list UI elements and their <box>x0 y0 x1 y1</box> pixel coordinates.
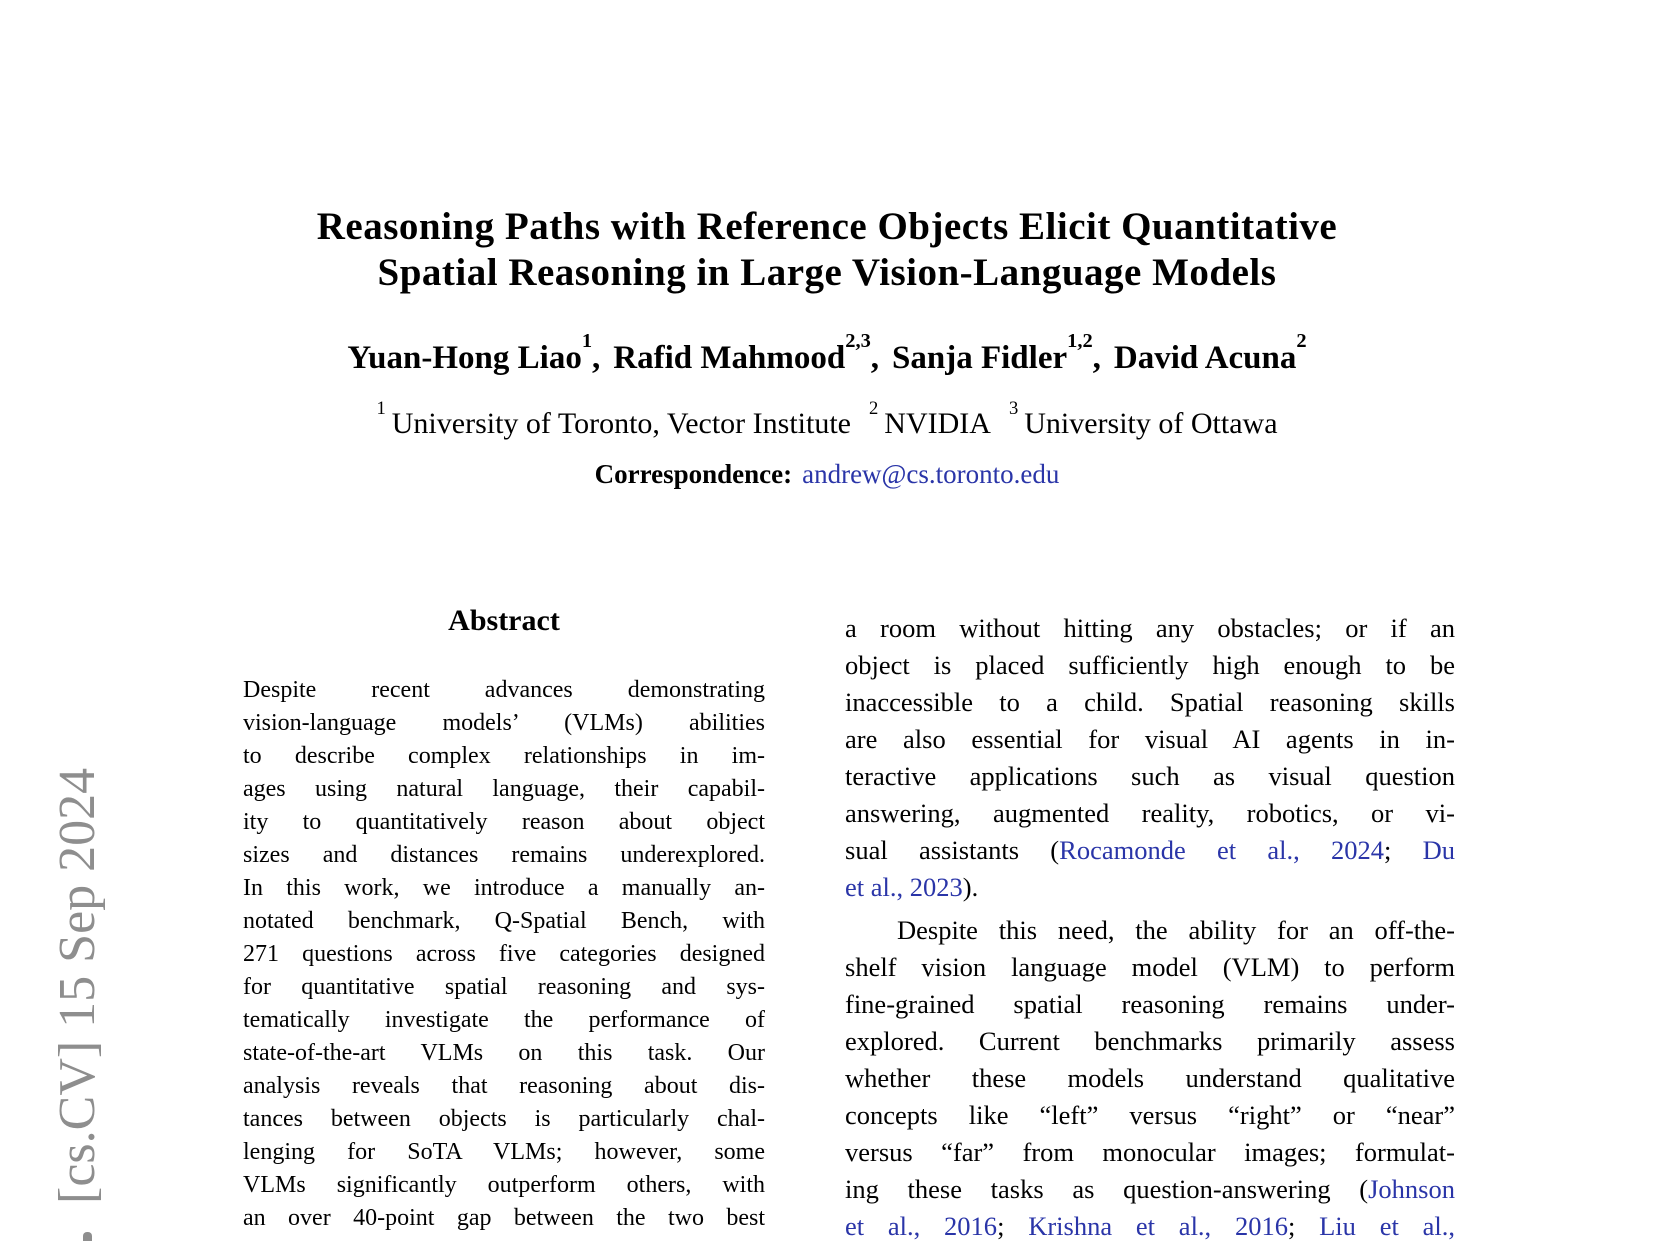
author-affiliation-sup: 1,2 <box>1067 329 1093 352</box>
author-separator: , <box>870 340 880 376</box>
author-name: Yuan-Hong Liao <box>347 340 582 376</box>
text-segment: ity to quantitatively reason about object <box>243 809 765 835</box>
body-line <box>845 647 1455 684</box>
affiliation-name: University of Ottawa <box>1024 407 1278 440</box>
affiliation-sup: 2 <box>869 397 879 419</box>
text-segment: In this work, we introduce a manually an- <box>243 875 765 901</box>
abstract-line <box>243 674 765 707</box>
text-segment: VLMs significantly outperform others, with <box>243 1172 765 1198</box>
body-line <box>845 1023 1455 1060</box>
text-segment: concepts like “left” versus “right” or “near” <box>845 1100 1455 1130</box>
correspondence-line <box>0 456 1654 492</box>
paper-title-line2: Spatial Reasoning in Large Vision-Language Models <box>377 251 1277 294</box>
affiliation <box>376 397 851 440</box>
abstract-line <box>243 938 765 971</box>
author-separator: , <box>592 340 601 376</box>
text-segment: tematically investigate the performance of <box>243 1007 765 1033</box>
affiliation-sup: 3 <box>1008 397 1019 419</box>
body-line <box>845 912 1455 949</box>
text-segment: ing these tasks as question-answering ( <box>845 1174 1369 1204</box>
abstract-column <box>199 602 809 1235</box>
correspondence-label: Correspondence: <box>594 459 793 489</box>
body-line <box>845 1134 1455 1171</box>
body-line <box>845 721 1455 758</box>
author-affiliation-sup: 2 <box>1296 329 1307 352</box>
body-line <box>845 758 1455 795</box>
abstract-line <box>243 839 765 872</box>
text-segment: ; <box>997 1211 1029 1241</box>
text-segment: explored. Current benchmarks primarily assess <box>845 1026 1455 1056</box>
text-segment: an over 40-point gap between the two best <box>243 1205 765 1231</box>
author-name: Rafid Mahmood <box>613 340 846 376</box>
citation-link[interactable]: et al., 2023 <box>845 872 963 902</box>
text-segment: sizes and distances remains underexplored. <box>243 842 765 868</box>
text-segment: whether these models understand qualitative <box>845 1063 1455 1093</box>
text-segment: inaccessible to a child. Spatial reasoning skills <box>845 687 1455 717</box>
body-line <box>845 1097 1455 1134</box>
abstract-line <box>243 872 765 905</box>
text-segment: ). <box>962 872 979 902</box>
abstract-line <box>243 806 765 839</box>
text-segment: versus “far” from monocular images; formulat- <box>845 1137 1455 1167</box>
text-segment: Despite recent advances demonstrating <box>243 677 765 703</box>
text-segment: fine-grained spatial reasoning remains under- <box>845 989 1455 1019</box>
affiliation-name: University of Toronto, Vector Institute <box>391 407 851 440</box>
citation-link[interactable]: Rocamonde et al., 2024 <box>1059 835 1384 865</box>
affiliation-list <box>0 397 1654 444</box>
citation-link[interactable]: Liu et al., <box>1319 1211 1455 1241</box>
citation-link[interactable]: et al., 2016 <box>845 1211 998 1241</box>
abstract-line <box>243 707 765 740</box>
body-line <box>845 832 1455 869</box>
abstract-body <box>243 674 765 1235</box>
abstract-line <box>243 1004 765 1037</box>
affiliation-name: NVIDIA <box>884 407 991 440</box>
text-segment: teractive applications such as visual question <box>845 761 1455 791</box>
text-segment: ages using natural language, their capabil- <box>243 776 765 802</box>
text-segment: answering, augmented reality, robotics, or vi- <box>845 798 1455 828</box>
body-line <box>845 684 1455 721</box>
body-line <box>845 795 1455 832</box>
abstract-line <box>243 1103 765 1136</box>
text-segment: ; <box>1383 835 1423 865</box>
citation-link[interactable]: Krishna et al., 2016 <box>1028 1211 1288 1241</box>
abstract-line <box>243 1202 765 1235</box>
abstract-heading: Abstract <box>448 604 560 637</box>
paper-title <box>0 204 1654 296</box>
intro-paragraph <box>845 610 1455 906</box>
abstract-line <box>243 1070 765 1103</box>
paper-title-line1: Reasoning Paths with Reference Objects Elicit Quantitative <box>316 205 1338 248</box>
text-segment: are also essential for visual AI agents in in- <box>845 724 1455 754</box>
author-list <box>0 329 1654 378</box>
arxiv-banner-cutoff-glyph <box>83 1232 92 1241</box>
text-segment: for quantitative spatial reasoning and sys- <box>243 974 765 1000</box>
text-segment: a room without hitting any obstacles; or if an <box>845 613 1455 643</box>
author-name: David Acuna <box>1113 340 1297 376</box>
author-affiliation-sup: 2,3 <box>845 329 871 352</box>
abstract-line <box>243 1037 765 1070</box>
author-affiliation-sup: 1 <box>581 329 593 352</box>
text-segment: Despite this need, the ability for an off-the- <box>897 915 1455 945</box>
affiliation <box>1008 397 1278 440</box>
body-line <box>845 610 1455 647</box>
intro-paragraph <box>845 912 1455 1241</box>
author-name: Sanja Fidler <box>892 340 1068 376</box>
text-segment: tances between objects is particularly chal- <box>243 1106 765 1132</box>
text-segment: 271 questions across five categories designed <box>243 941 765 967</box>
text-segment: state-of-the-art VLMs on this task. Our <box>243 1040 765 1066</box>
text-segment: vision-language models’ (VLMs) abilities <box>243 710 765 736</box>
abstract-line <box>243 773 765 806</box>
abstract-line <box>243 740 765 773</box>
abstract-line <box>243 1136 765 1169</box>
affiliation <box>869 397 991 440</box>
text-segment: object is placed sufficiently high enough to be <box>845 650 1455 680</box>
body-line <box>845 986 1455 1023</box>
correspondence-email-link[interactable]: andrew@cs.toronto.edu <box>802 459 1060 489</box>
affiliation-sup: 1 <box>376 397 386 419</box>
citation-link[interactable]: Du <box>1422 835 1455 865</box>
arxiv-banner: [cs.CV] 15 Sep 2024 <box>49 767 106 1204</box>
introduction-column <box>845 610 1455 1241</box>
body-line <box>845 949 1455 986</box>
citation-link[interactable]: Johnson <box>1368 1174 1455 1204</box>
text-segment: notated benchmark, Q-Spatial Bench, with <box>243 908 765 934</box>
body-line <box>845 1060 1455 1097</box>
body-line <box>845 869 1455 906</box>
body-line <box>845 1171 1455 1208</box>
abstract-line <box>243 905 765 938</box>
text-segment: shelf vision language model (VLM) to perform <box>845 952 1455 982</box>
text-segment: analysis reveals that reasoning about dis- <box>243 1073 765 1099</box>
author-separator: , <box>1092 340 1101 376</box>
body-line <box>845 1208 1455 1241</box>
text-segment: ; <box>1287 1211 1320 1241</box>
text-segment: lenging for SoTA VLMs; however, some <box>243 1139 765 1165</box>
text-segment: to describe complex relationships in im- <box>243 743 765 769</box>
abstract-line <box>243 971 765 1004</box>
abstract-line <box>243 1169 765 1202</box>
text-segment: sual assistants ( <box>845 835 1060 865</box>
